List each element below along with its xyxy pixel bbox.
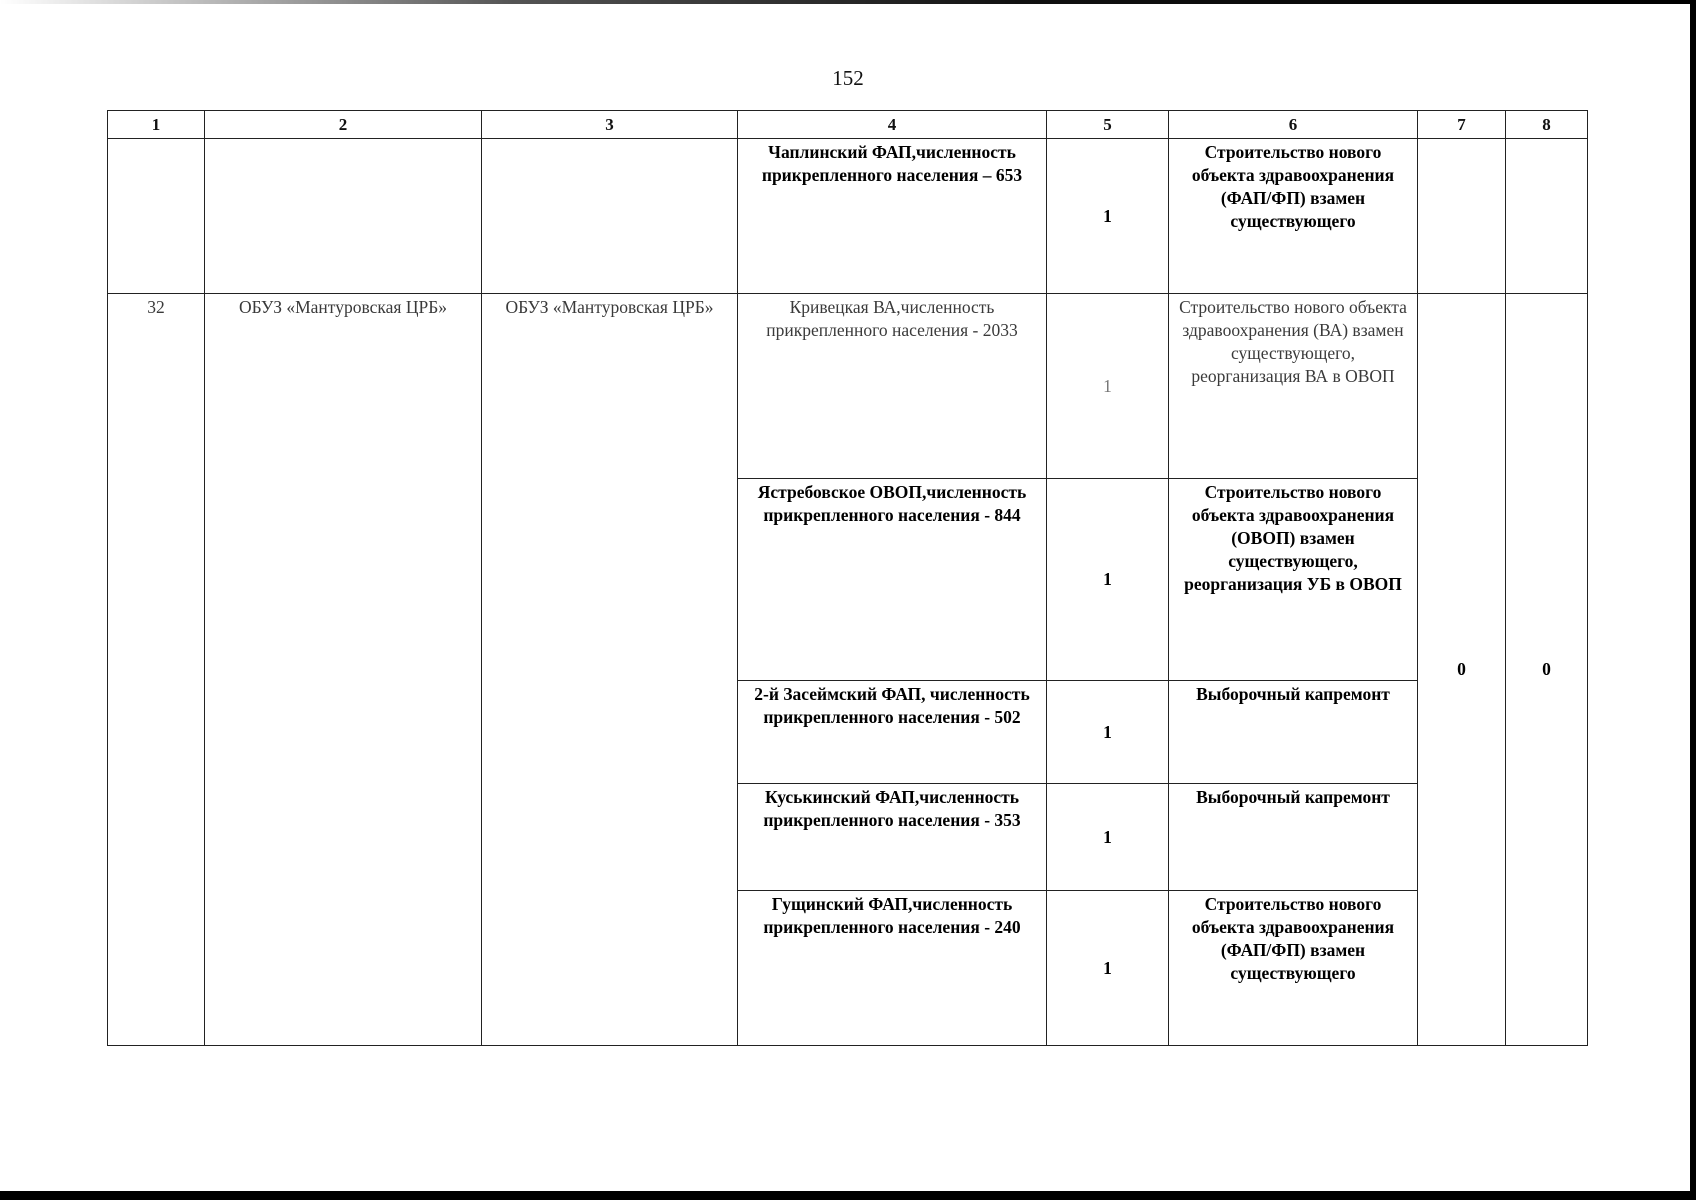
count-cell: 1	[1047, 784, 1169, 891]
row-number-cell	[108, 139, 205, 294]
facility-cell: Чаплинский ФАП,численность прикрепленного населения – 653	[738, 139, 1047, 294]
header-cell: 3	[482, 111, 738, 139]
scan-edge-bottom	[0, 1191, 1696, 1200]
column7-cell: 0	[1418, 294, 1506, 1046]
facility-cell: Кривецкая ВА,численность прикрепленного населения - 2033	[738, 294, 1047, 479]
header-row	[108, 111, 1588, 139]
column7-cell	[1418, 139, 1506, 294]
header-cell: 2	[205, 111, 482, 139]
header-cell: 1	[108, 111, 205, 139]
organization-short-cell: ОБУЗ «Мантуровская ЦРБ»	[482, 294, 738, 1046]
facilities-table	[107, 110, 1588, 1046]
column8-cell	[1506, 139, 1588, 294]
action-cell: Выборочный капремонт	[1169, 681, 1418, 784]
scan-edge-right	[1690, 0, 1696, 1200]
organization-short-cell	[482, 139, 738, 294]
organization-cell: ОБУЗ «Мантуровская ЦРБ»	[205, 294, 482, 1046]
facility-cell: Куськинский ФАП,численность прикрепленного населения - 353	[738, 784, 1047, 891]
action-cell: Строительство нового объекта здравоохранения (ФАП/ФП) взамен существующего	[1169, 891, 1418, 1046]
row-number-cell: 32	[108, 294, 205, 1046]
table-row	[108, 294, 1588, 479]
facility-cell: 2-й Засеймский ФАП, численность прикрепленного населения - 502	[738, 681, 1047, 784]
count-cell: 1	[1047, 681, 1169, 784]
action-cell: Строительство нового объекта здравоохранения (ФАП/ФП) взамен существующего	[1169, 139, 1418, 294]
column8-cell: 0	[1506, 294, 1588, 1046]
header-cell: 4	[738, 111, 1047, 139]
count-cell: 1	[1047, 891, 1169, 1046]
organization-cell	[205, 139, 482, 294]
scan-edge-top	[0, 0, 1696, 4]
count-cell: 1	[1047, 479, 1169, 681]
count-cell: 1	[1047, 294, 1169, 479]
action-cell: Выборочный капремонт	[1169, 784, 1418, 891]
header-cell: 6	[1169, 111, 1418, 139]
facility-cell: Ястребовское ОВОП,численность прикрепленного населения - 844	[738, 479, 1047, 681]
page-number: 152	[832, 66, 864, 90]
header-cell: 8	[1506, 111, 1588, 139]
facility-cell: Гущинский ФАП,численность прикрепленного населения - 240	[738, 891, 1047, 1046]
action-cell: Строительство нового объекта здравоохранения (ВА) взамен существующего, реорганизация ВА в ОВОП	[1169, 294, 1418, 479]
action-cell: Строительство нового объекта здравоохранения (ОВОП) взамен существующего, реорганизация УБ в ОВОП	[1169, 479, 1418, 681]
header-cell: 5	[1047, 111, 1169, 139]
header-cell: 7	[1418, 111, 1506, 139]
count-cell: 1	[1047, 139, 1169, 294]
table-row	[108, 139, 1588, 294]
